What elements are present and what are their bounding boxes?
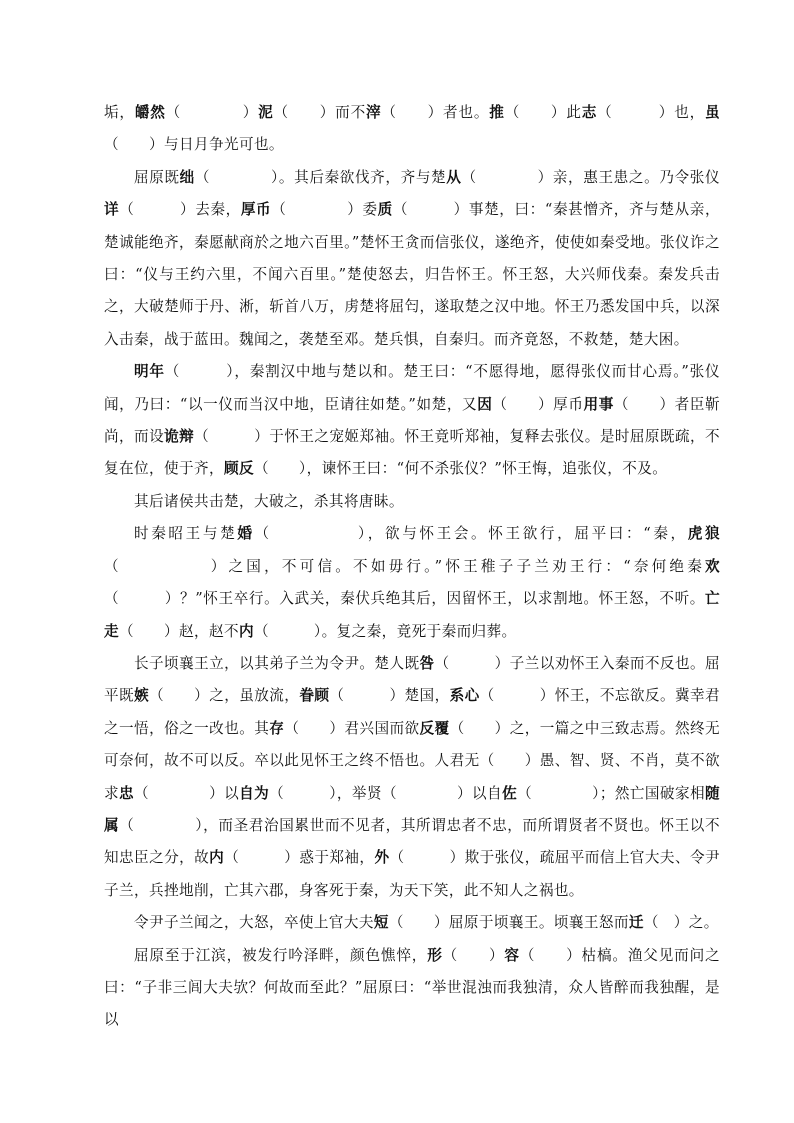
emphasized-term: 婚 xyxy=(237,525,255,543)
text-run: （ ）之，虽放流， xyxy=(149,687,300,705)
text-run: （ ）与日月争光可也。 xyxy=(104,136,284,154)
emphasized-term: 泥 xyxy=(258,104,274,121)
emphasized-term: 详 xyxy=(104,201,120,219)
emphasized-term: 外 xyxy=(374,849,390,867)
text-run: （ ）枯槁。渔父见而问之曰：“子非三闾大夫欤？何故而至此？”屈原曰：“举世混浊而我独清，众人皆醉而我独醒，是以 xyxy=(104,946,721,1029)
text-run: （ ） xyxy=(442,946,505,964)
emphasized-term: 顾反 xyxy=(223,460,254,478)
emphasized-term: 容 xyxy=(504,946,520,964)
paragraph xyxy=(104,907,720,939)
text-run: （ ）而不 xyxy=(273,104,366,121)
emphasized-term: 短 xyxy=(373,914,389,932)
text-run: （ ）于怀王之宠姬郑袖。怀王竟听郑袖，复释去张仪。是时屈原既疏，不复在位，使于齐， xyxy=(104,428,720,478)
text-run: （ ），秦割汉中地与楚以和。楚王曰：“不愿得地，愿得张仪而甘心焉。”张仪闻，乃曰：“以一仪而当汉中地，臣请往如楚。”如楚，又 xyxy=(104,363,720,413)
paragraph xyxy=(104,162,720,356)
text-run: （ ）；然亡国破家相 xyxy=(517,784,705,802)
text-run: （ ）子兰以劝怀王入秦而不反也。屈平既 xyxy=(104,654,720,705)
text-run: （ ），谏怀王曰：“何不杀张仪？”怀王悔，追张仪，不及。 xyxy=(253,460,668,478)
text-run: （ ）？”怀王卒行。入武关，秦伏兵绝其后，因留怀王，以求割地。怀王怒，不听。 xyxy=(104,590,705,608)
emphasized-term: 眷顾 xyxy=(299,687,330,705)
text-run: （ ）者臣靳尚，而设 xyxy=(104,395,720,446)
text-run: （ ）亲，惠王患之。乃令张仪 xyxy=(461,168,720,186)
emphasized-term: 亡走 xyxy=(104,590,720,640)
emphasized-term: 形 xyxy=(427,946,443,964)
emphasized-term: 内 xyxy=(209,849,225,867)
text-run: （ ），举贤（ ）以自 xyxy=(269,784,503,802)
emphasized-term: 自为 xyxy=(239,784,270,802)
text-run: 令尹子兰闻之，大怒，卒使上官大夫 xyxy=(134,914,374,932)
text-run: （ ）者也。 xyxy=(381,104,490,121)
emphasized-term: 内 xyxy=(238,622,254,640)
text-run: （ ）屈原于顷襄王。顷襄王怒而 xyxy=(388,914,629,932)
paragraph xyxy=(104,97,720,162)
text-run: （ ）赵，赵不 xyxy=(119,622,239,640)
paragraph xyxy=(104,356,720,486)
text-run: 时秦昭王与楚 xyxy=(134,525,238,543)
emphasized-term: 随属 xyxy=(104,784,720,834)
text-run: （ ） xyxy=(165,104,259,121)
emphasized-term: 用事 xyxy=(583,395,614,413)
emphasized-term: 绌 xyxy=(179,168,195,186)
emphasized-term: 欢 xyxy=(705,557,720,575)
text-run: （ ），而圣君治国累世而不见者，其所谓忠者不忠，而所谓贤者不贤也。怀王以不知忠臣之分，故 xyxy=(104,816,720,867)
emphasized-term: 反覆 xyxy=(419,719,450,737)
text-run: 屈原至于江滨，被发行吟泽畔，颜色憔悴， xyxy=(134,946,428,964)
emphasized-term: 嫉 xyxy=(134,687,150,705)
text-run: （ ）之，一篇之中三致志焉。然终无可奈何，故不可以反。卒以此见怀王之终不悟也。人君无（ ）愚、智、贤、不肖，莫不欲求 xyxy=(104,719,721,802)
emphasized-term: 虽 xyxy=(705,104,721,121)
text-run: （ ）惑于郑袖， xyxy=(224,849,375,867)
emphasized-term: 明年 xyxy=(134,363,165,381)
emphasized-term: 从 xyxy=(446,168,462,186)
text-run: （ ）。复之秦，竟死于秦而归葬。 xyxy=(253,622,517,640)
text-run: 垢， xyxy=(104,104,135,121)
emphasized-term: 咎 xyxy=(419,654,435,672)
text-run: （ ）去秦， xyxy=(119,201,241,219)
emphasized-term: 迁 xyxy=(628,914,644,932)
emphasized-term: 忠 xyxy=(119,784,135,802)
text-run: （ ）之国，不可信。不如毋行。”怀王稚子子兰劝王行：“奈何绝秦 xyxy=(104,557,705,575)
text-run: （ ），欲与怀王会。怀王欲行，屈平曰：“秦， xyxy=(254,525,688,543)
text-run: 屈原既 xyxy=(134,168,180,186)
text-run: （ ）君兴国而欲 xyxy=(284,719,420,737)
paragraph xyxy=(104,518,720,648)
text-run: 其后诸侯共击楚，大破之，杀其将唐眛。 xyxy=(134,492,404,510)
emphasized-term: 因 xyxy=(477,395,493,413)
text-run: 长子顷襄王立，以其弟子兰为令尹。楚人既 xyxy=(134,654,420,672)
emphasized-term: 推 xyxy=(489,104,505,121)
text-run: （ ）以 xyxy=(134,784,240,802)
emphasized-term: 厚币 xyxy=(240,201,272,219)
emphasized-term: 质 xyxy=(377,201,393,219)
emphasized-term: 志 xyxy=(581,104,598,121)
document-body xyxy=(104,97,720,1037)
text-run: （ ）。其后秦欲伐齐，齐与楚 xyxy=(194,168,447,186)
text-run: （ ）之。 xyxy=(643,914,719,932)
text-run: （ ）欺于张仪，疏屈平而信上官大夫、令尹子兰，兵挫地削，亡其六郡，身客死于秦，为天下笑，此不知人之祸也。 xyxy=(104,849,720,899)
emphasized-term: 系心 xyxy=(449,687,480,705)
text-run: （ ）此 xyxy=(504,104,582,121)
emphasized-term: 存 xyxy=(269,719,285,737)
emphasized-term: 虎狼 xyxy=(687,525,720,543)
paragraph xyxy=(104,648,720,907)
paragraph xyxy=(104,486,720,518)
text-run: （ ）怀王，不忘欲反。冀幸君之一悟，俗之一改也。其 xyxy=(104,687,721,737)
text-run: （ ）楚国， xyxy=(329,687,450,705)
text-run: （ ）厚币 xyxy=(492,395,584,413)
text-run: （ ）事楚，曰：“秦甚憎齐，齐与楚从亲，楚诚能绝齐，秦愿献商於之地六百里。”楚怀王贪而信张仪，遂绝齐，使使如秦受地。张仪诈之曰：“仪与王约六里，不闻六百里。”楚使怒去，归告怀王。怀王怒，大兴师伐秦。秦发兵击之，大破楚师于丹、淅，斩首八万，虏楚将屈匄，遂取楚之汉中地。怀王乃悉发国中兵，以深入击秦，战于蓝田。魏闻之，袭楚至邓。楚兵惧，自秦归。而齐竟怒，不救楚，楚大困。 xyxy=(104,201,720,348)
paragraph xyxy=(104,940,720,1037)
emphasized-term: 皭然 xyxy=(134,104,166,121)
text-run: （ ）委 xyxy=(271,201,378,219)
emphasized-term: 佐 xyxy=(502,784,518,802)
emphasized-term: 滓 xyxy=(365,104,382,121)
emphasized-term: 诡辩 xyxy=(164,428,195,446)
text-run: （ ）也， xyxy=(597,104,706,121)
